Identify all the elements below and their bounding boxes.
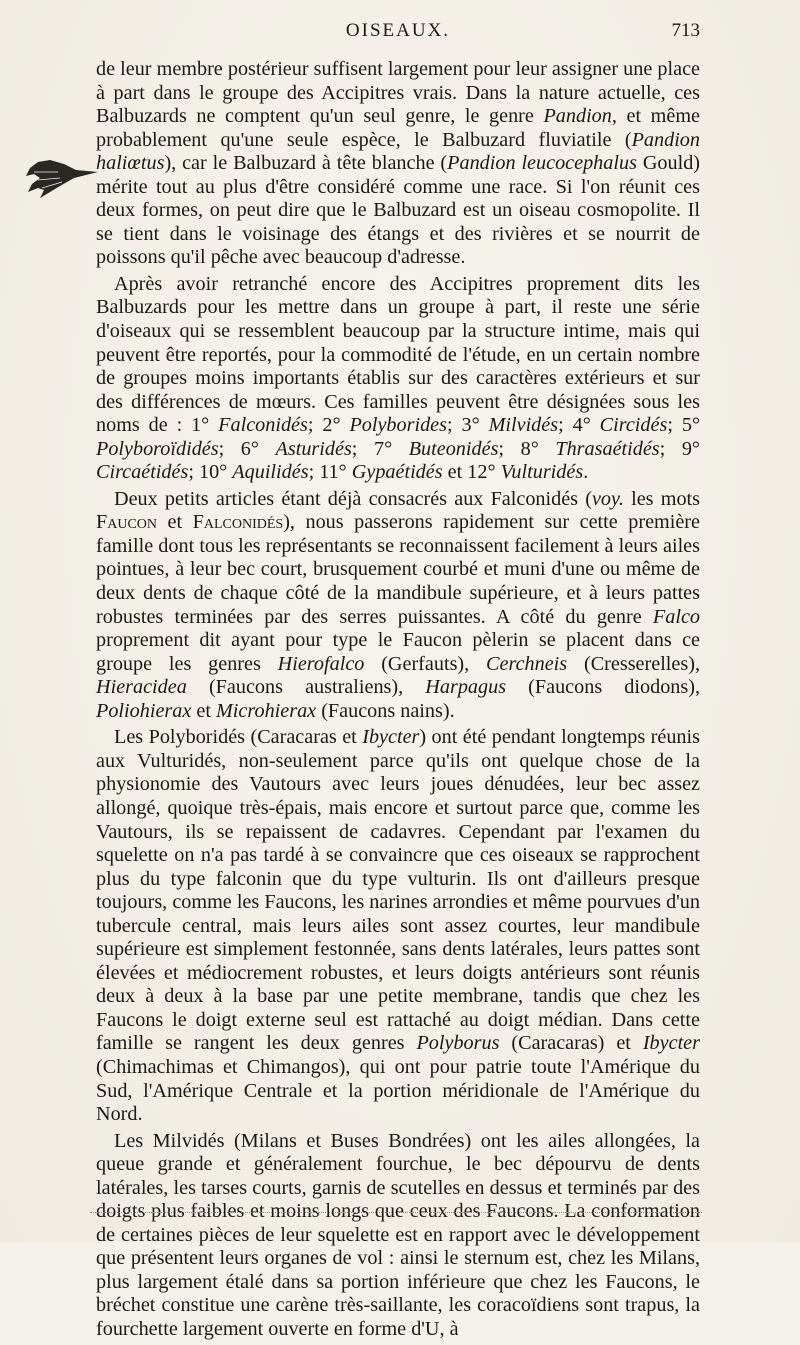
italic-term: Pandion haliœtus	[96, 128, 700, 175]
text-run: ; 10°	[188, 461, 233, 484]
text-run: (Faucons nains).	[316, 699, 455, 722]
italic-term: Poliohierax	[96, 699, 192, 722]
text-run: ), car le Balbuzard à tête blanche (	[164, 152, 448, 175]
italic-term: Microhierax	[215, 699, 317, 722]
text-run: et	[191, 699, 216, 722]
text-run: Gould) mérite tout au plus d'être considéré comme une race. Si l'on réunit ces deux formes, on peut dire que le Balbuzard est un oiseau cosmopolite. Il se tient dans le voisinage des étangs et des rivières et se nourrit de poissons qu'il pêche avec beaucoup d'adresse.	[96, 152, 701, 269]
italic-term: Pandion leucocephalus	[447, 152, 637, 175]
italic-term: Hierofalco	[277, 652, 365, 675]
paragraph	[96, 273, 700, 485]
italic-term: Aquilidés	[232, 461, 309, 484]
text-run: (Faucons australiens),	[186, 676, 426, 699]
text-run: Après avoir retranché encore des Accipitres proprement dits les Balbuzards pour les mettre dans un groupe à part, il reste une série d'oiseaux qui se ressemblent beaucoup par la structure intime, mais qui peuvent être reportés, pour la commodité de l'étude, en un certain nombre de groupes moins importants établis sur des caractères extérieurs et sur des différences de mœurs. Ces familles peuvent être désignées sous les noms de : 1°	[96, 272, 700, 437]
italic-term: Thrasaétidés	[555, 437, 660, 460]
text-run: et	[157, 511, 193, 534]
text-run: et 12°	[442, 461, 501, 484]
italic-term: Circaétidés	[96, 461, 189, 484]
text-run: (Cresserelles),	[567, 652, 700, 675]
italic-term: Polyborides	[349, 414, 447, 437]
italic-term: voy.	[591, 487, 624, 510]
italic-term: Vulturidés	[500, 461, 584, 484]
italic-term: Buteonidés	[408, 437, 499, 460]
italic-term: Harpagus	[425, 676, 507, 699]
italic-term: Gypaétidés	[351, 461, 443, 484]
text-run: de leur membre postérieur suffisent largement pour leur assigner une place à part dans le groupe des Accipitres vrais. Dans la nature actuelle, ces Balbuzards ne comptent qu'un seul genre, le genre	[96, 58, 700, 128]
italic-term: Polyborus	[416, 1032, 500, 1055]
paragraph	[96, 1130, 700, 1342]
text-run: Les Milvidés (Milans et Buses Bondrées) ont les ailes allongées, la queue grande et généralement fourchue, le bec dépourvu de dents latérales, les tarses courts, garnis de scutelles en dessus et terminés par des doigts plus faibles et moins longs que ceux des Faucons. La conformation de certaines pièces de leur squelette est en rapport avec le développement que présentent leurs organes de vol : ainsi le sternum est, chez les Milans, plus largement étalé dans sa portion inférieure que chez les Faucons, le bréchet constitue une carène très-saillante, les coracoïdiens sont trapus, la fourchette largement ouverte en forme d'U, à	[96, 1129, 700, 1340]
small-caps-term: Faucon	[96, 511, 158, 534]
feather-pointer-icon	[20, 150, 100, 206]
text-run: proprement dit ayant pour type le Faucon pèlerin se placent dans ce groupe les genres	[96, 629, 700, 675]
footer-dotted-rule	[90, 1212, 702, 1215]
italic-term: Hieracidea	[96, 676, 187, 699]
paragraph	[96, 726, 700, 1126]
text-run: (Faucons diodons),	[506, 676, 701, 699]
text-run: ; 4°	[558, 414, 600, 437]
text-run: (Caracaras) et	[499, 1032, 643, 1055]
article-body	[96, 58, 700, 1345]
italic-term: Polyboroïdidés	[96, 437, 219, 460]
italic-term: Asturidés	[275, 437, 352, 460]
text-run: .	[583, 461, 589, 484]
text-run: les mots	[623, 487, 700, 510]
small-caps-term: Falconidés	[192, 511, 284, 534]
italic-term: Ibycter	[362, 726, 420, 749]
italic-term: Cerchneis	[486, 652, 568, 675]
text-run: (Gerfauts),	[364, 652, 487, 675]
text-run: ; 8°	[498, 437, 556, 460]
text-run: Les Polyboridés (Caracaras et	[114, 726, 363, 749]
italic-term: Milvidés	[488, 414, 559, 437]
italic-term: Falco	[652, 605, 700, 628]
text-run: ; 2°	[307, 414, 350, 437]
text-run: (Chimachimas et Chimangos), qui ont pour patrie toute l'Amérique du Sud, l'Amérique Centrale et la portion méridionale de l'Amérique du Nord.	[96, 1055, 700, 1126]
italic-term: Falconidés	[218, 414, 308, 437]
italic-term: Pandion	[543, 105, 612, 128]
page-number: 713	[671, 20, 700, 41]
text-run: ; 7°	[351, 437, 409, 460]
italic-term: Circidés	[599, 414, 668, 437]
paragraph	[96, 58, 700, 270]
italic-term: Ibycter	[642, 1032, 700, 1055]
paragraph	[96, 488, 700, 723]
text-run: ), nous passerons rapidement sur cette première famille dont tous les représentants se reconnaissent facilement à leurs ailes pointues, à leur bec court, brusquement courbé et muni d'une ou même de deux dents de chaque côté de la mandibule supérieure, et à leurs pattes robustes terminées par des serres puissantes. A côté du genre	[96, 511, 700, 628]
text-run: ) ont été pendant longtemps réunis aux Vulturidés, non-seulement parce qu'ils ont quelque chose de la physionomie des Vautours avec leurs joues dénudées, leur bec assez allongé, quoique très-épais, mais encore et surtout parce que, comme les Vautours, ils se repaissent de cadavres. Cependant par l'examen du squelette on n'a pas tardé à se convaincre que ces oiseaux se rapprochent plus du type falconin que du type vulturin. Ils ont d'ailleurs presque toujours, comme les Faucons, les narines arrondies et même pourvues d'un tubercule central, mais leurs ailes sont assez courtes, leur mandibule supérieure est simplement festonnée, sans dents latérales, leurs pattes sont élevées et médiocrement robustes, et leurs doigts antérieurs sont réunis deux à deux à la base par une petite membrane, tandis que chez les Faucons le doigt externe seul est rattaché au doigt médian. Dans cette famille se rangent les deux genres	[96, 726, 700, 1055]
text-run: , et même probablement qu'une seule espèce, le Balbuzard fluviatile (	[96, 105, 700, 151]
text-run: ; 5°	[667, 414, 701, 437]
text-run: Deux petits articles étant déjà consacrés aux Falconidés (	[114, 487, 592, 510]
text-run: ; 11°	[308, 461, 352, 484]
page-header	[96, 20, 700, 46]
running-title: OISEAUX.	[345, 20, 451, 41]
text-run: ; 6°	[218, 437, 276, 460]
text-run: ; 3°	[447, 414, 489, 437]
text-run: ; 9°	[659, 437, 701, 460]
